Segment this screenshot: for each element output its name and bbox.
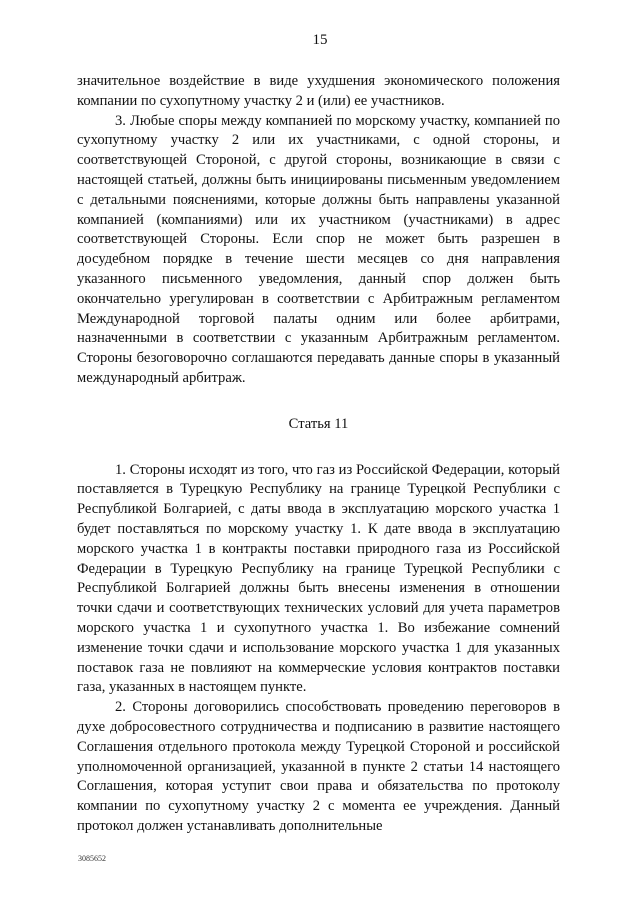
- article-heading: Статья 11: [288, 415, 349, 432]
- document-body: [77, 72, 560, 837]
- document-code: 3085652: [78, 854, 106, 863]
- paragraph-article-item-2: 2. Стороны договорились способствовать проведению переговоров в духе добросовестного сотрудничества и подписанию в развитие настоящего Соглашения отдельного протокола между Турецкой Стороной и российской уполномоченной организацией, указанной в пункте 2 статьи 14 настоящего Соглашения, которая уступит свои права и обязательства по протоколу компании по сухопутному участку 2 с момента ее учреждения. Данный протокол должен устанавливать дополнительные: [77, 699, 560, 834]
- page-number: 15: [312, 32, 328, 48]
- paragraph-article-item-1: 1. Стороны исходят из того, что газ из Российской Федерации, который поставляется в Турецкую Республику на границе Турецкой Республики с Республикой Болгарией, с даты ввода в эксплуатацию морского участка 1 будет поставляться по морскому участку 1. К дате ввода в эксплуатацию морского участка 1 в контракты поставки природного газа из Российской Федерации в Турецкую Республику на границе Турецкой Республики с Республикой Болгарией должны быть внесены изменения в отношении точки сдачи и соответствующих технических условий для учета параметров морского участка 1 и сухопутного участка 1. Во избежание сомнений изменение точки сдачи и использование морского участка 1 для указанных поставок газа не повлияют на коммерческие условия контрактов поставки газа, указанных в настоящем пункте.: [77, 461, 560, 696]
- paragraph-continuation: значительное воздействие в виде ухудшения экономического положения компании по сухопутному участку 2 и (или) ее участников.: [77, 73, 560, 109]
- paragraph-item-3: 3. Любые споры между компанией по морскому участку, компанией по сухопутному участку 2 или их участниками, с одной стороны, и соответствующей Стороной, с другой стороны, возникающие в связи с настоящей статьей, должны быть инициированы письменным уведомлением с детальными пояснениями, которые должны быть направлены указанной компанией (компаниями) или их участником (участниками) в адрес соответствующей Стороны. Если спор не может быть разрешен в досудебном порядке в течение шести месяцев со дня направления указанного письменного уведомления, данный спор должен быть окончательно урегулирован в соответствии с Арбитражным регламентом Международной торговой палаты одним или более арбитрами, назначенными в соответствии с указанным Арбитражным регламентом. Стороны безоговорочно соглашаются передавать данные споры в указанный международный арбитраж.: [77, 112, 560, 386]
